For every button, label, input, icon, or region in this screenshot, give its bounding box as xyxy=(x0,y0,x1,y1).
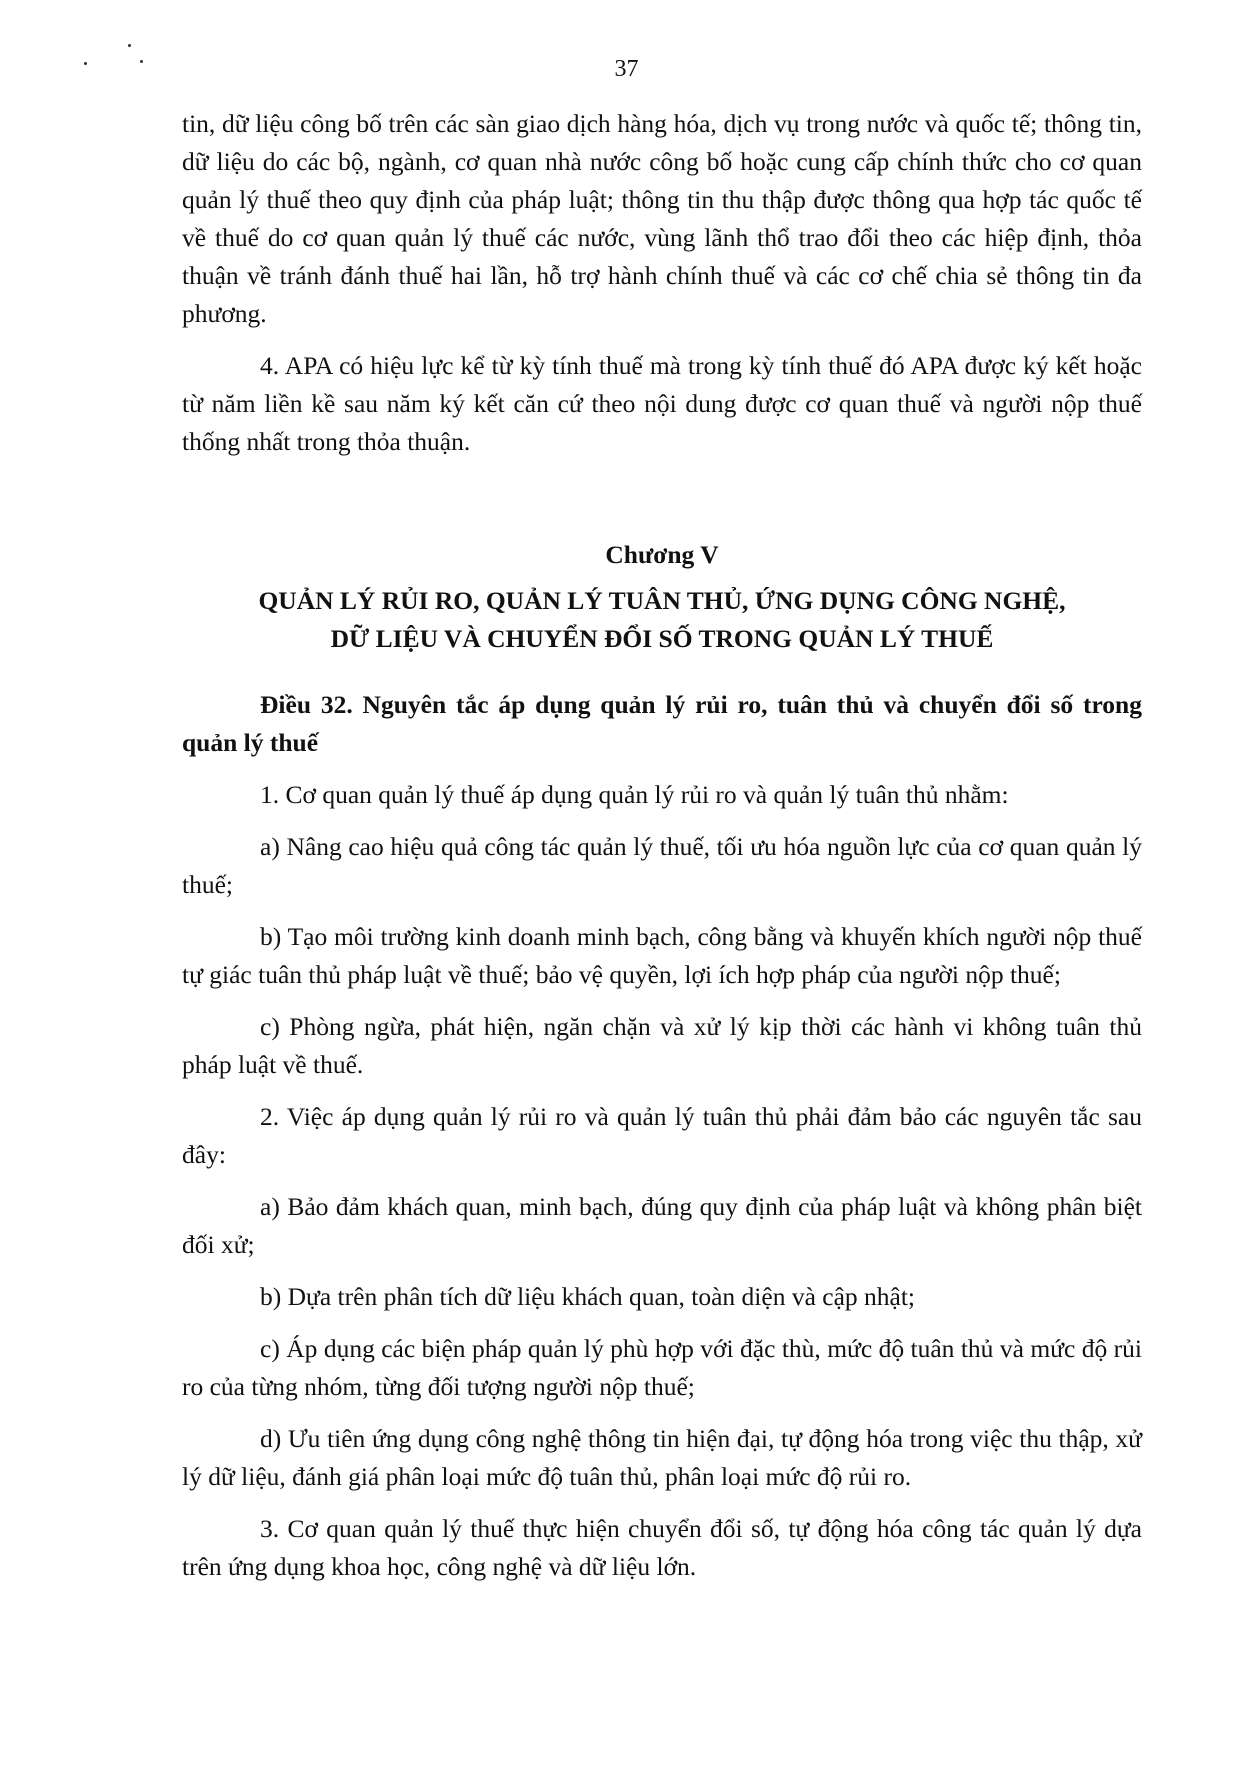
paragraph: 1. Cơ quan quản lý thuế áp dụng quản lý rủi ro và quản lý tuân thủ nhằm: xyxy=(260,780,1009,809)
paragraph: b) Dựa trên phân tích dữ liệu khách quan, toàn diện và cập nhật; xyxy=(260,1282,916,1311)
paragraph: 3. Cơ quan quản lý thuế thực hiện chuyển đổi số, tự động hóa công tác quản lý dựa trên ứng dụng khoa học, công nghệ và dữ liệu lớn. xyxy=(182,1514,1142,1581)
chapter-heading xyxy=(182,536,1142,658)
chapter-title-line2: DỮ LIỆU VÀ CHUYỂN ĐỔI SỐ TRONG QUẢN LÝ THUẾ xyxy=(330,624,994,653)
scan-speck xyxy=(128,44,131,47)
paragraph: tin, dữ liệu công bố trên các sàn giao dịch hàng hóa, dịch vụ trong nước và quốc tế; thông tin, dữ liệu do các bộ, ngành, cơ quan nhà nước công bố hoặc cung cấp chính thức cho cơ quan quản lý thuế theo quy định của pháp luật; thông tin thu thập được thông qua hợp tác quốc tế về thuế do cơ quan quản lý thuế các nước, vùng lãnh thổ trao đổi theo các hiệp định, thỏa thuận về tránh đánh thuế hai lần, hỗ trợ hành chính thuế và các cơ chế chia sẻ thông tin đa phương. xyxy=(182,109,1142,328)
paragraph: b) Tạo môi trường kinh doanh minh bạch, công bằng và khuyến khích người nộp thuế tự giác tuân thủ pháp luật về thuế; bảo vệ quyền, lợi ích hợp pháp của người nộp thuế; xyxy=(182,922,1142,989)
paragraph: d) Ưu tiên ứng dụng công nghệ thông tin hiện đại, tự động hóa trong việc thu thập, xử lý dữ liệu, đánh giá phân loại mức độ tuân thủ, phân loại mức độ rủi ro. xyxy=(182,1424,1142,1491)
page-number: 37 xyxy=(614,56,639,82)
scan-speck xyxy=(140,60,143,63)
paragraph: a) Nâng cao hiệu quả công tác quản lý thuế, tối ưu hóa nguồn lực của cơ quan quản lý thuế; xyxy=(182,832,1142,899)
scan-speck xyxy=(84,62,87,65)
paragraph: c) Phòng ngừa, phát hiện, ngăn chặn và xử lý kịp thời các hành vi không tuân thủ pháp luật về thuế. xyxy=(182,1012,1142,1079)
paragraph: 2. Việc áp dụng quản lý rủi ro và quản lý tuân thủ phải đảm bảo các nguyên tắc sau đây: xyxy=(182,1102,1142,1169)
paragraph: a) Bảo đảm khách quan, minh bạch, đúng quy định của pháp luật và không phân biệt đối xử; xyxy=(182,1192,1142,1259)
chapter-label: Chương V xyxy=(605,540,719,569)
continuation-text xyxy=(182,105,1142,461)
article-title: Điều 32. Nguyên tắc áp dụng quản lý rủi ro, tuân thủ và chuyển đổi số trong quản lý thuế xyxy=(182,690,1142,757)
chapter-title-line1: QUẢN LÝ RỦI RO, QUẢN LÝ TUÂN THỦ, ỨNG DỤNG CÔNG NGHỆ, xyxy=(258,586,1066,615)
paragraph: c) Áp dụng các biện pháp quản lý phù hợp với đặc thù, mức độ tuân thủ và mức độ rủi ro của từng nhóm, từng đối tượng người nộp thuế; xyxy=(182,1334,1142,1401)
paragraph: 4. APA có hiệu lực kể từ kỳ tính thuế mà trong kỳ tính thuế đó APA được ký kết hoặc từ năm liền kề sau năm ký kết căn cứ theo nội dung được cơ quan thuế và người nộp thuế thống nhất trong thỏa thuận. xyxy=(182,351,1142,456)
article-32 xyxy=(182,686,1142,1586)
